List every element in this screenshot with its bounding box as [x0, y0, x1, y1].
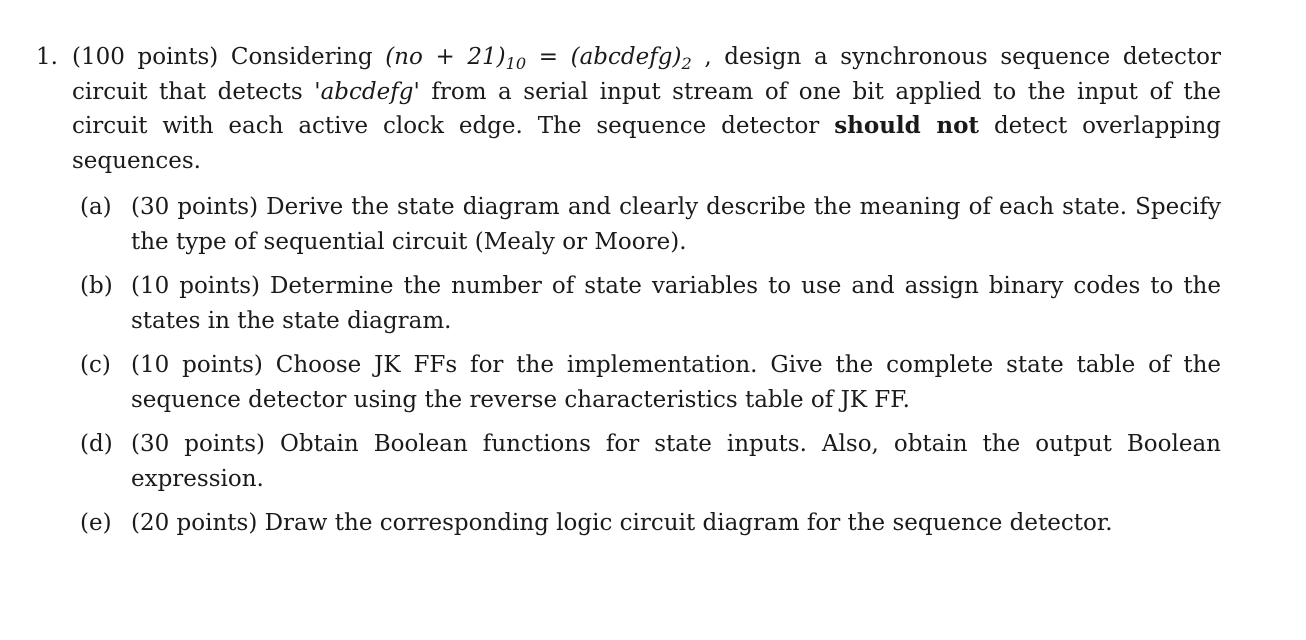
math-equals: =	[526, 44, 571, 70]
math-sequence: 'abcdefg'	[314, 78, 420, 105]
subquestion-text: (10 points) Determine the number of state variables to use and assign binary codes to the states in the state diagram.	[131, 273, 1221, 334]
subquestion-text: (30 points) Derive the state diagram and clearly describe the meaning of each state. Specify the type of sequential circuit (Mealy or Moore).	[131, 194, 1221, 255]
problem-statement	[36, 40, 1221, 178]
problem-1	[36, 40, 1221, 550]
statement-text-1: Considering	[230, 44, 373, 70]
subquestion-text: (10 points) Choose JK FFs for the implementation. Give the complete state table of the sequence detector using the reverse characteristics table of JK FF.	[131, 352, 1221, 413]
subquestion-text: (20 points) Draw the corresponding logic circuit diagram for the sequence detector.	[131, 510, 1113, 536]
subquestion-label: (d)	[80, 431, 113, 457]
emphasis-should-not: should not	[834, 112, 980, 139]
subquestion-d	[80, 427, 1221, 497]
problem-points: (100 points)	[72, 44, 219, 70]
subquestion-c	[80, 348, 1221, 418]
problem-number: 1.	[36, 44, 58, 70]
subquestion-label: (c)	[80, 352, 111, 378]
subquestion-text: (30 points) Obtain Boolean functions for state inputs. Also, obtain the output Boolean expression.	[131, 431, 1221, 492]
subquestion-label: (e)	[80, 510, 112, 536]
subquestion-b	[80, 269, 1221, 339]
math-rhs: $(abcdefg)_2$	[570, 44, 692, 73]
math-lhs: $(no + 21)_{10}$	[385, 44, 527, 73]
subquestion-e	[80, 506, 1221, 541]
subquestion-label: (b)	[80, 273, 113, 299]
statement-text-2: , design a synchronous sequence detector circuit that detects	[72, 44, 1221, 105]
statement-text-3: from a serial input stream of one bit applied to the input of the circuit with each active clock edge. The sequence detector	[72, 78, 1222, 139]
subquestion-list	[36, 190, 1221, 541]
subquestion-a	[80, 190, 1221, 260]
statement-text-4: detect overlapping sequences.	[72, 113, 1222, 174]
subquestion-label: (a)	[80, 194, 112, 220]
